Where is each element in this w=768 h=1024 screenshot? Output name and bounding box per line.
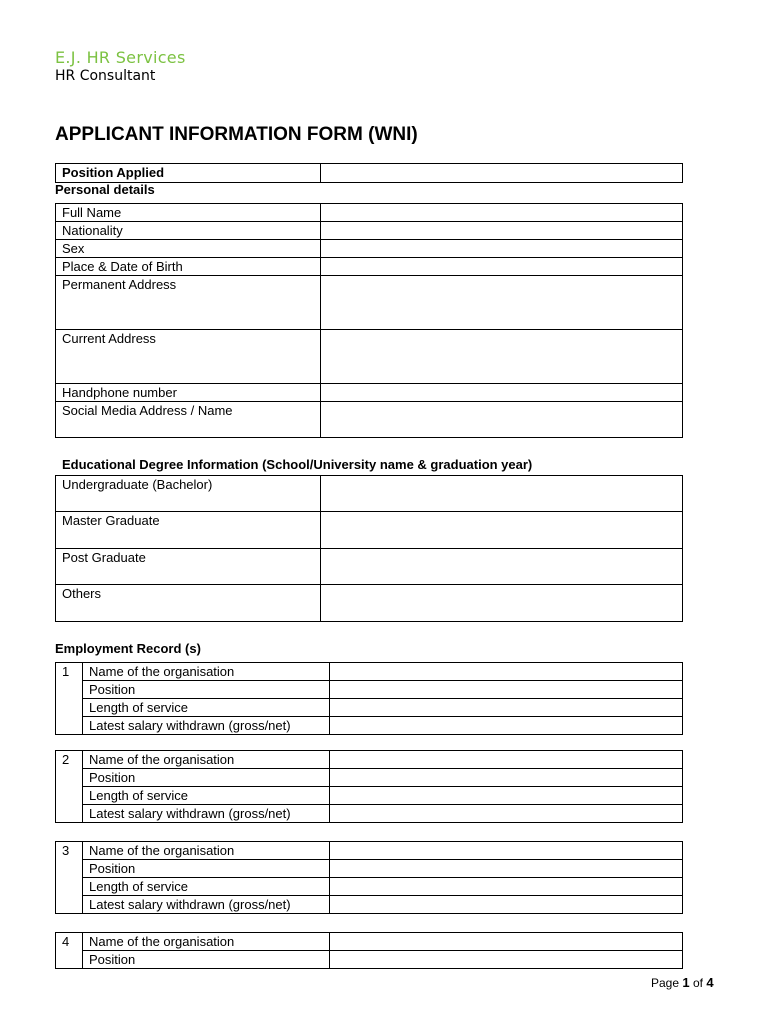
record-number: 1 xyxy=(56,663,83,735)
sex-field[interactable] xyxy=(321,240,683,258)
social-media-field[interactable] xyxy=(321,402,683,438)
field-label: Position xyxy=(83,951,330,969)
nationality-field[interactable] xyxy=(321,222,683,240)
employment-record-2 xyxy=(55,750,683,823)
field-label: Latest salary withdrawn (gross/net) xyxy=(83,717,330,735)
organisation-field[interactable] xyxy=(330,933,683,951)
field-label: Length of service xyxy=(83,878,330,896)
field-label: Full Name xyxy=(56,204,321,222)
field-label: Latest salary withdrawn (gross/net) xyxy=(83,805,330,823)
field-label: Length of service xyxy=(83,787,330,805)
others-field[interactable] xyxy=(321,585,683,622)
form-title: APPLICANT INFORMATION FORM (WNI) xyxy=(55,124,418,145)
field-label: Position xyxy=(83,860,330,878)
field-label: Current Address xyxy=(56,330,321,384)
employment-heading: Employment Record (s) xyxy=(55,641,201,656)
field-label: Name of the organisation xyxy=(83,842,330,860)
length-of-service-field[interactable] xyxy=(330,699,683,717)
personal-details-table xyxy=(55,203,683,438)
record-number: 4 xyxy=(56,933,83,969)
total-pages: 4 xyxy=(706,975,714,990)
page-label: Page xyxy=(651,976,680,990)
position-applied-field[interactable] xyxy=(321,164,683,183)
master-field[interactable] xyxy=(321,512,683,549)
undergraduate-field[interactable] xyxy=(321,476,683,512)
position-field[interactable] xyxy=(330,681,683,699)
education-heading: Educational Degree Information (School/University name & graduation year) xyxy=(62,457,533,472)
post-graduate-field[interactable] xyxy=(321,549,683,585)
personal-details-heading: Personal details xyxy=(55,182,155,197)
permanent-address-field[interactable] xyxy=(321,276,683,330)
record-number: 2 xyxy=(56,751,83,823)
organisation-field[interactable] xyxy=(330,842,683,860)
field-label: Permanent Address xyxy=(56,276,321,330)
page-number xyxy=(651,975,714,990)
full-name-field[interactable] xyxy=(321,204,683,222)
position-field[interactable] xyxy=(330,860,683,878)
field-label: Master Graduate xyxy=(56,512,321,549)
field-label: Social Media Address / Name xyxy=(56,402,321,438)
field-label: Others xyxy=(56,585,321,622)
position-applied-table xyxy=(55,163,683,183)
current-page: 1 xyxy=(682,975,690,990)
salary-field[interactable] xyxy=(330,896,683,914)
field-label: Name of the organisation xyxy=(83,751,330,769)
salary-field[interactable] xyxy=(330,717,683,735)
organisation-field[interactable] xyxy=(330,663,683,681)
employment-record-1 xyxy=(55,662,683,735)
field-label: Post Graduate xyxy=(56,549,321,585)
field-label: Sex xyxy=(56,240,321,258)
current-address-field[interactable] xyxy=(321,330,683,384)
field-label: Name of the organisation xyxy=(83,663,330,681)
organisation-field[interactable] xyxy=(330,751,683,769)
handphone-field[interactable] xyxy=(321,384,683,402)
field-label: Undergraduate (Bachelor) xyxy=(56,476,321,512)
field-label: Name of the organisation xyxy=(83,933,330,951)
salary-field[interactable] xyxy=(330,805,683,823)
education-table xyxy=(55,475,683,622)
length-of-service-field[interactable] xyxy=(330,878,683,896)
field-label: Position xyxy=(83,769,330,787)
position-field[interactable] xyxy=(330,769,683,787)
field-label: Place & Date of Birth xyxy=(56,258,321,276)
birth-field[interactable] xyxy=(321,258,683,276)
field-label: Length of service xyxy=(83,699,330,717)
company-name: E.J. HR Services xyxy=(55,48,186,67)
employment-record-4 xyxy=(55,932,683,969)
position-field[interactable] xyxy=(330,951,683,969)
of-label: of xyxy=(692,976,703,990)
employment-record-3 xyxy=(55,841,683,914)
field-label: Handphone number xyxy=(56,384,321,402)
field-label: Latest salary withdrawn (gross/net) xyxy=(83,896,330,914)
field-label: Position xyxy=(83,681,330,699)
field-label: Nationality xyxy=(56,222,321,240)
position-applied-label: Position Applied xyxy=(56,164,321,183)
record-number: 3 xyxy=(56,842,83,914)
length-of-service-field[interactable] xyxy=(330,787,683,805)
company-subtitle: HR Consultant xyxy=(55,68,156,84)
